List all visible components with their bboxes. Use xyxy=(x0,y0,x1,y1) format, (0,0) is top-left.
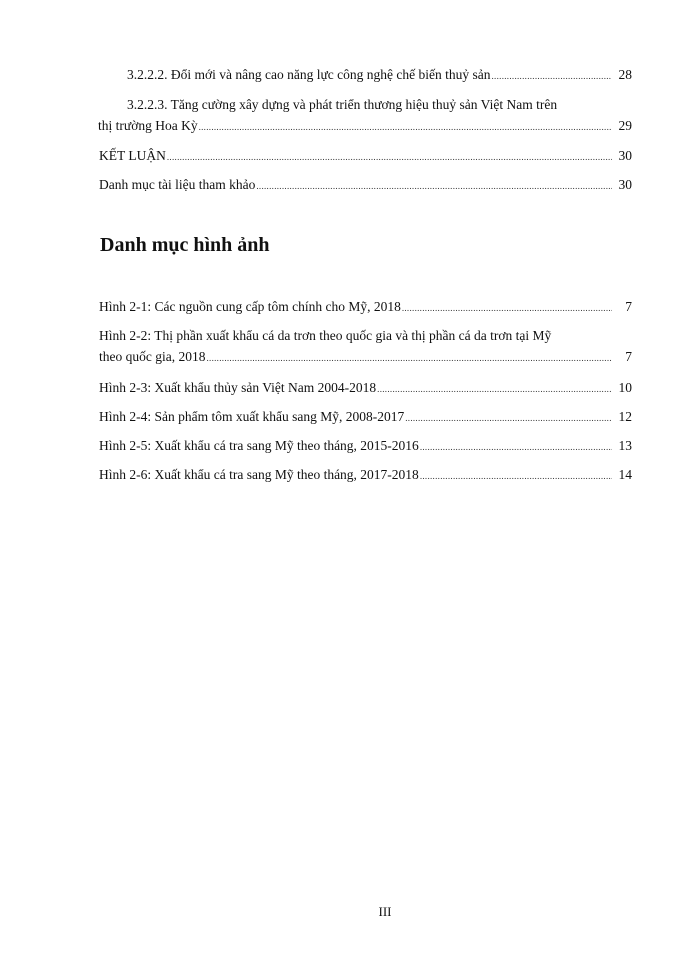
toc-entry-references[interactable] xyxy=(99,176,632,195)
toc-entry-page: 30 xyxy=(618,148,632,163)
figure-entry-2-4[interactable] xyxy=(99,408,632,427)
page-number: III xyxy=(378,904,392,919)
figure-entry-2-5[interactable] xyxy=(99,437,632,456)
figure-entry-title: Hình 2-4: Sản phẩm tôm xuất khẩu sang Mỹ, 2008-2017 xyxy=(99,409,405,424)
figure-entry-page: 13 xyxy=(618,438,632,453)
toc-entry-title-line1: 3.2.2.3. Tăng cường xây dựng và phát triển thương hiệu thuỷ sản Việt Nam trên xyxy=(127,97,558,112)
dot-leader xyxy=(256,178,612,195)
figure-entry-title: Hình 2-1: Các nguồn cung cấp tôm chính cho Mỹ, 2018 xyxy=(99,299,401,314)
dot-leader xyxy=(420,439,612,456)
figure-entry-2-2[interactable] xyxy=(99,327,632,367)
figure-entry-page: 7 xyxy=(625,349,632,364)
dot-leader xyxy=(377,381,612,398)
figure-entry-title: Hình 2-6: Xuất khẩu cá tra sang Mỹ theo tháng, 2017-2018 xyxy=(99,467,419,482)
toc-entry-title: Danh mục tài liệu tham khảo xyxy=(99,177,256,192)
figure-entry-2-1[interactable] xyxy=(99,298,632,317)
toc-entry-page: 29 xyxy=(618,118,632,133)
figures-heading: Danh mục hình ảnh xyxy=(100,234,270,256)
toc-entry-ket-luan[interactable] xyxy=(99,147,632,166)
toc-entry-page: 30 xyxy=(618,177,632,192)
dot-leader xyxy=(405,410,612,427)
toc-entry-3-2-2-2[interactable] xyxy=(127,66,632,85)
toc-entry-title-line2: thị trường Hoa Kỳ xyxy=(98,118,198,133)
dot-leader xyxy=(420,468,612,485)
figure-entry-title: Hình 2-5: Xuất khẩu cá tra sang Mỹ theo tháng, 2015-2016 xyxy=(99,438,419,453)
dot-leader xyxy=(402,300,612,317)
figure-entry-title: Hình 2-3: Xuất khẩu thủy sản Việt Nam 2004-2018 xyxy=(99,380,377,395)
figure-entry-title-line2: theo quốc gia, 2018 xyxy=(99,349,206,364)
toc-entry-page: 28 xyxy=(618,67,632,82)
figure-entry-page: 12 xyxy=(618,409,632,424)
figure-entry-title-line1: Hình 2-2: Thị phần xuất khẩu cá da trơn theo quốc gia và thị phần cá da trơn tại Mỹ xyxy=(99,328,552,343)
figure-entry-page: 7 xyxy=(625,299,632,314)
figure-entry-page: 14 xyxy=(618,467,632,482)
toc-entry-3-2-2-3[interactable] xyxy=(98,96,632,136)
toc-entry-title: KẾT LUẬN xyxy=(99,148,166,163)
dot-leader xyxy=(206,350,612,367)
toc-entry-title: 3.2.2.2. Đổi mới và nâng cao năng lực công nghệ chế biến thuỷ sản xyxy=(127,67,491,82)
dot-leader xyxy=(199,119,612,136)
figure-entry-page: 10 xyxy=(618,380,632,395)
dot-leader xyxy=(492,68,613,85)
figure-entry-2-3[interactable] xyxy=(99,379,632,398)
dot-leader xyxy=(167,149,612,166)
figure-entry-2-6[interactable] xyxy=(99,466,632,485)
